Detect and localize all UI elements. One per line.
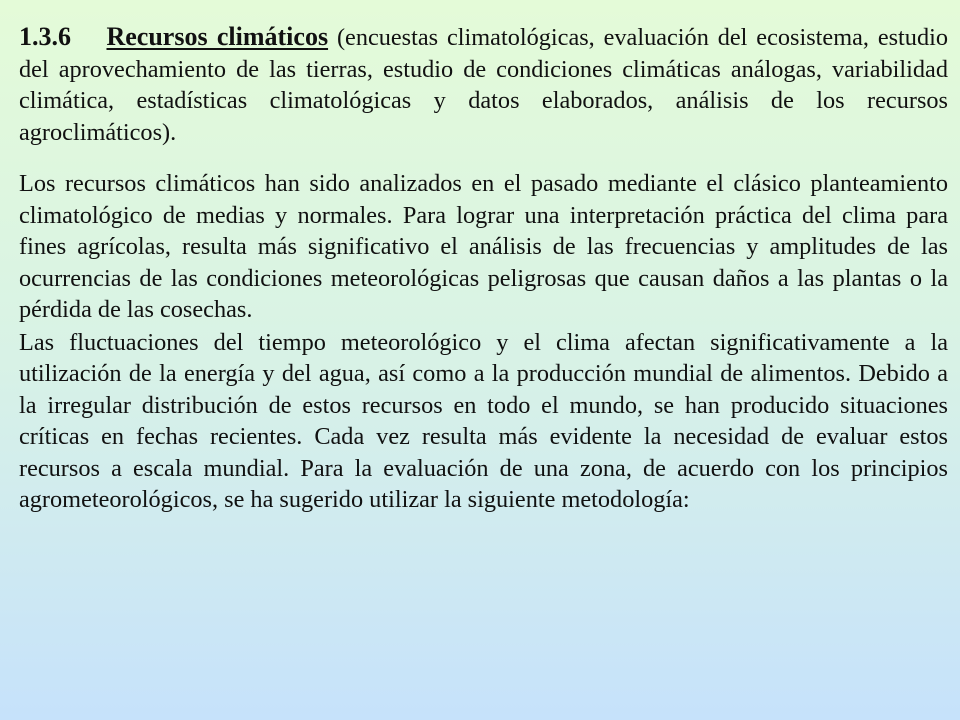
- section-heading-paragraph: [19, 21, 948, 148]
- section-subtitle: (encuestas climatológicas, evaluación del ecosistema, estudio del aprovechamiento de las tierras, estudio de condiciones climáticas análogas, variabilidad climática, estadísticas climatológicas y datos elaborados, análisis de los recursos agroclimáticos).: [19, 24, 949, 146]
- section-number: 1.3.6: [19, 22, 71, 51]
- paragraph-climate-resources: Los recursos climáticos han sido analizados en el pasado mediante el clásico planteamiento climatológico de medias y normales. Para lograr una interpretación práctica del clima para fines agrícolas, resulta más significativo el análisis de las frecuencias y amplitudes de las ocurrencias de las condiciones meteorológicas peligrosas que causan daños a las plantas o la pérdida de las cosechas.: [19, 170, 948, 323]
- paragraph-fluctuations: Las fluctuaciones del tiempo meteorológico y el clima afectan significativamente a la utilización de la energía y del agua, así como a la producción mundial de alimentos. Debido a la irregular distribución de estos recursos en todo el mundo, se han producido situaciones críticas en fechas recientes. Cada vez resulta más evidente la necesidad de evaluar estos recursos a escala mundial. Para la evaluación de una zona, de acuerdo con los principios agrometeorológicos, se ha sugerido utilizar la siguiente metodología:: [19, 328, 948, 513]
- section-title: Recursos climáticos: [106, 22, 329, 51]
